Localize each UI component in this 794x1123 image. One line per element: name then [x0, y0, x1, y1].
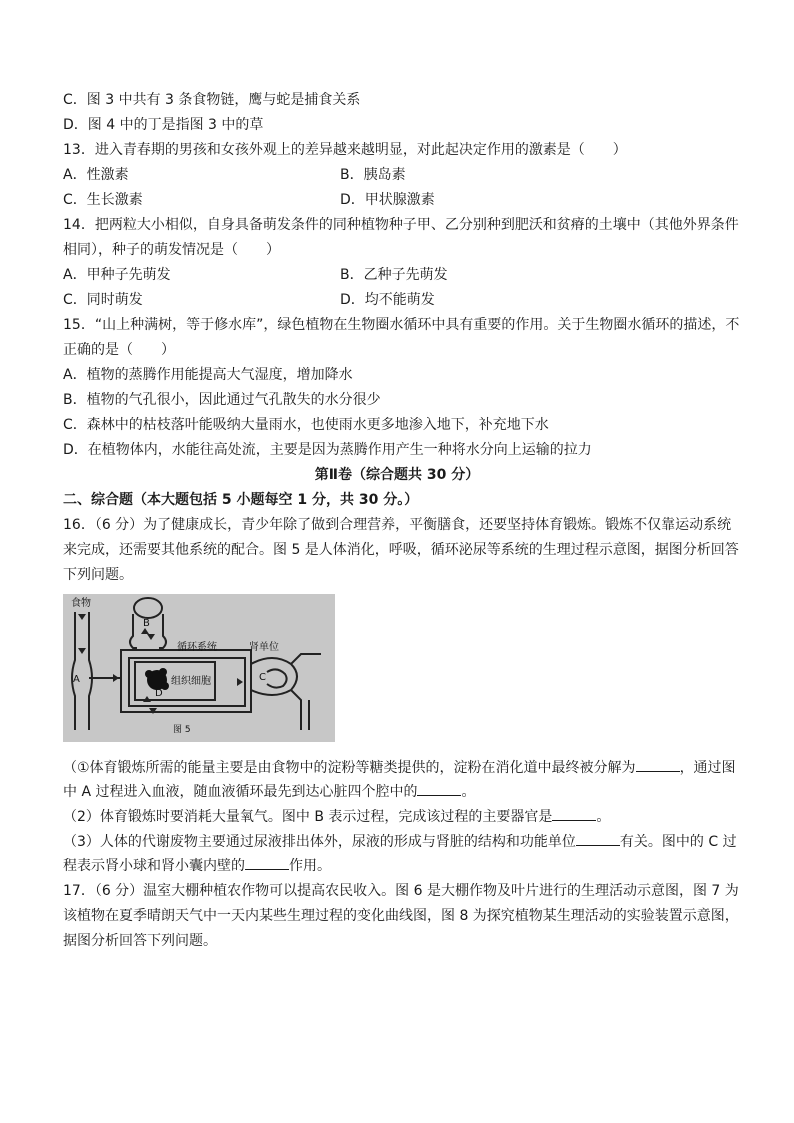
label-d: D — [155, 688, 163, 699]
q15-option-b: B．植物的气孔很小，因此通过气孔散失的水分很少 — [63, 392, 381, 408]
label-tissue-cell: 组织细胞 — [171, 676, 211, 687]
sub-question-3-line1 — [63, 831, 737, 852]
q14-option-b: B．乙种子先萌发 — [340, 267, 448, 283]
label-c: C — [259, 672, 266, 683]
q13-option-b: B．胰岛素 — [340, 167, 406, 183]
sub2-text-b: 。 — [596, 809, 611, 825]
option-c-q12: C．图 3 中共有 3 条食物链，鹰与蛇是捕食关系 — [63, 92, 361, 108]
q13-option-a: A．性激素 — [63, 167, 129, 183]
option-d-q12: D．图 4 中的丁是指图 3 中的草 — [63, 117, 264, 133]
answer-blank-2[interactable] — [417, 781, 461, 796]
question-15-line2: 正确的是（ ） — [63, 342, 175, 358]
q14-option-c: C．同时萌发 — [63, 292, 143, 308]
q14-option-a: A．甲种子先萌发 — [63, 267, 171, 283]
sub-question-2 — [63, 806, 610, 827]
question-14-line1: 14．把两粒大小相似，自身具备萌发条件的同种植物种子甲、乙分别种到肥沃和贫瘠的土壤中（其他外界条件 — [63, 217, 739, 233]
sub1-text-b: ，通过图 — [679, 760, 736, 776]
label-b: B — [143, 618, 150, 629]
sub-question-1-line2 — [63, 781, 475, 802]
question-16-line1: 16．（6 分）为了健康成长，青少年除了做到合理营养，平衡膳食，还要坚持体育锻炼。锻炼不仅靠运动系统 — [63, 517, 732, 533]
sub1-text-d: 。 — [461, 784, 476, 800]
section-2-heading: 二、综合题（本大题包括 5 小题每空 1 分，共 30 分。） — [63, 492, 419, 508]
sub3-text-d: 作用。 — [289, 858, 331, 874]
figure-5 — [63, 594, 335, 742]
label-food: 食物 — [71, 598, 91, 609]
part-2-title: 第Ⅱ卷（综合题共 30 分） — [314, 467, 480, 483]
question-13: 13．进入青春期的男孩和女孩外观上的差异越来越明显，对此起决定作用的激素是（ ） — [63, 142, 627, 158]
sub1-text-a: （①体育锻炼所需的能量主要是由食物中的淀粉等糖类提供的，淀粉在消化道中最终被分解为 — [63, 760, 636, 776]
question-16-line2: 来完成，还需要其他系统的配合。图 5 是人体消化，呼吸，循环泌尿等系统的生理过程示意图，据图分析回答 — [63, 542, 739, 558]
sub3-text-c: 程表示肾小球和肾小囊内壁的 — [63, 858, 245, 874]
sub-question-3-line2 — [63, 855, 331, 876]
sub3-text-b: 有关。图中的 C 过 — [619, 834, 737, 850]
question-15-line1: 15．“山上种满树，等于修水库”，绿色植物在生物圈水循环中具有重要的作用。关于生物圈水循环的描述，不 — [63, 317, 740, 333]
question-17-line2: 该植物在夏季晴朗天气中一天内某些生理过程的变化曲线图，图 8 为探究植物某生理活动的实验装置示意图， — [63, 908, 739, 924]
sub2-text-a: （2）体育锻炼时要消耗大量氧气。图中 B 表示过程，完成该过程的主要器官是 — [63, 809, 553, 825]
figure-caption: 图 5 — [173, 725, 191, 735]
sub1-text-c: 中 A 过程进入血液，随血液循环最先到达心脏四个腔中的 — [63, 784, 418, 800]
answer-blank-4[interactable] — [576, 831, 620, 846]
label-a: A — [73, 674, 80, 685]
question-16-line3: 下列问题。 — [63, 567, 133, 583]
sub-question-1-line1 — [63, 757, 736, 778]
q15-option-d: D．在植物体内，水能往高处流，主要是因为蒸腾作用产生一种将水分向上运输的拉力 — [63, 442, 592, 458]
question-14-line2: 相同），种子的萌发情况是（ ） — [63, 242, 280, 258]
sub3-text-a: （3）人体的代谢废物主要通过尿液排出体外，尿液的形成与肾脏的结构和功能单位 — [63, 834, 576, 850]
answer-blank-5[interactable] — [245, 855, 289, 870]
question-17-line1: 17．（6 分）温室大棚种植农作物可以提高农民收入。图 6 是大棚作物及叶片进行的生理活动示意图，图 7 为 — [63, 883, 739, 899]
q15-option-a: A．植物的蒸腾作用能提高大气湿度，增加降水 — [63, 367, 353, 383]
q14-option-d: D．均不能萌发 — [340, 292, 435, 308]
figure-5-diagram — [63, 594, 335, 742]
question-17-line3: 据图分析回答下列问题。 — [63, 933, 217, 949]
q13-option-c: C．生长激素 — [63, 192, 143, 208]
answer-blank-1[interactable] — [636, 757, 680, 772]
q15-option-c: C．森林中的枯枝落叶能吸纳大量雨水，也使雨水更多地渗入地下，补充地下水 — [63, 417, 549, 433]
answer-blank-3[interactable] — [552, 806, 596, 821]
q13-option-d: D．甲状腺激素 — [340, 192, 435, 208]
label-nephron: 肾单位 — [249, 642, 279, 653]
label-circulatory-system: 循环系统 — [177, 642, 217, 653]
